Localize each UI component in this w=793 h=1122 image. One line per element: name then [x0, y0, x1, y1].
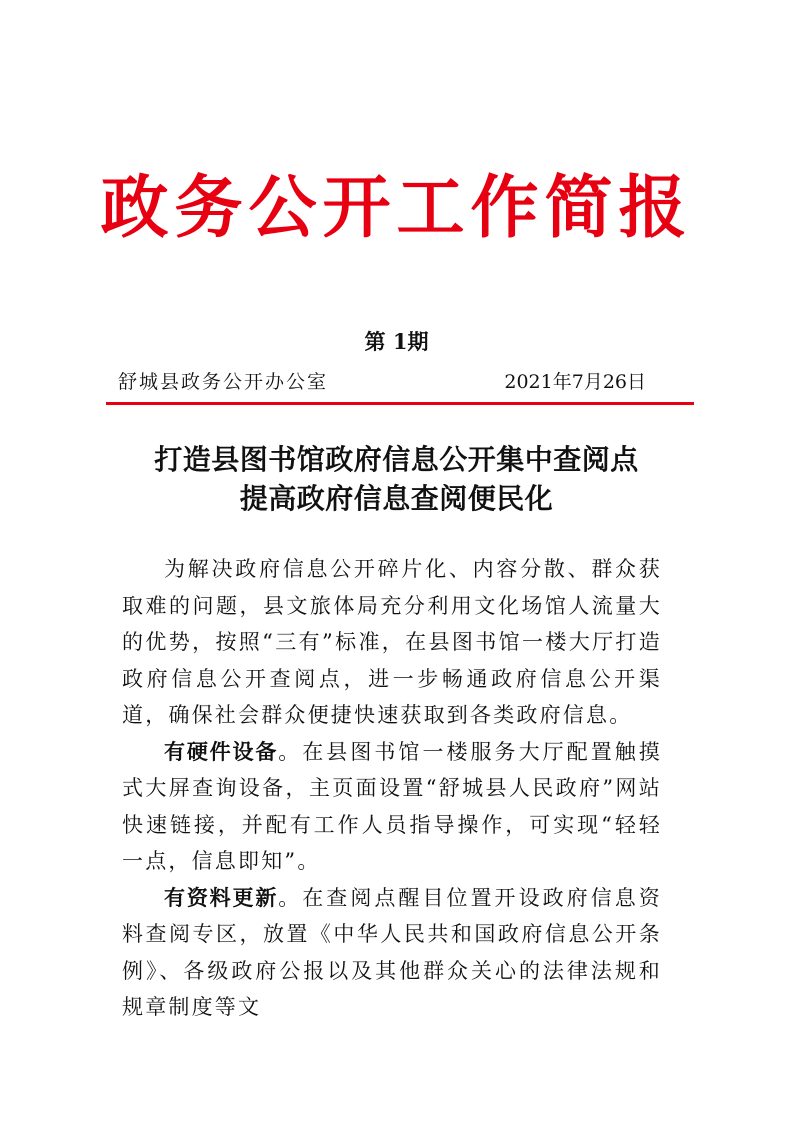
paragraph-lead-in: 有硬件设备 [164, 739, 279, 764]
red-divider-rule [106, 402, 694, 405]
issuing-office: 舒城县政务公开办公室 [118, 371, 329, 393]
article-paragraph [122, 551, 662, 734]
paragraph-text: 。在县图书馆一楼服务大厅配置触摸式大屏查询设备，主页面设置“舒城县人民政府”网站快速链接，并配有工作人员指导操作，可实现“轻轻一点，信息即知”。 [122, 739, 662, 873]
bulletin-meta-row [118, 368, 646, 396]
paragraph-text: 为解决政府信息公开碎片化、内容分散、群众获取难的问题，县文旅体局充分利用文化场馆人流量大的优势，按照“三有”标准，在县图书馆一楼大厅打造政府信息公开查阅点，进一步畅通政府信息公开渠道，确保社会群众便捷快速获取到各类政府信息。 [122, 557, 662, 727]
paragraph-lead-in: 有资料更新 [164, 885, 279, 910]
issue-date: 2021年7月26日 [504, 371, 646, 393]
article-paragraph [122, 880, 662, 1026]
article-headline-line-1: 打造县图书馆政府信息公开集中查阅点 [154, 443, 639, 476]
article-body [122, 551, 662, 1026]
issue-number: 第 1期 [364, 329, 429, 354]
bulletin-masthead-title: 政务公开工作简报 [100, 168, 693, 248]
article-headline-line-2: 提高政府信息查阅便民化 [239, 482, 554, 515]
paragraph-text: 。在查阅点醒目位置开设政府信息资料查阅专区，放置《中华人民共和国政府信息公开条例》、各级政府公报以及其他群众关心的法律法规和规章制度等文 [122, 885, 662, 1019]
article-paragraph [122, 734, 662, 880]
